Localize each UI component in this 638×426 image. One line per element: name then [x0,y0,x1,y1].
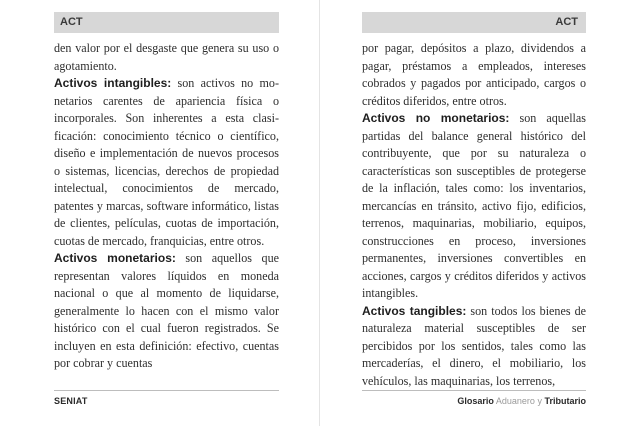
definition-activos-no-monetarios: son aquellas partidas del balance general histórico del contribuyente, que por su naturaleza o características son susceptibles de protegerse de la inflación, tales como: los inventarios, mercancías en tránsito, activo fijo, edificios, terrenos, maquinarias, mobiliario, equipos, construcciones en proceso, inversiones permanentes, inversiones convertibles en acciones, cargos y créditos diferidos y activos intangibles. [362,111,586,300]
definition-activos-intangibles: son activos no monetarios carentes de apariencia física o incorporales. Son inherentes a esta clasificación: conocimiento técnico o científico, diseño e implementación de nuevos procesos o sistemas, licencias, derechos de propiedad intelectual, conocimientos de mercado, patentes y marcas, software informático, listas de clientes, películas, cuotas de importación, cuotas de mercado, franquicias, entre otros. [54,76,279,248]
term-activos-no-monetarios: Activos no monetarios: [362,111,510,125]
left-column [54,40,279,373]
footer-rule-right [362,390,586,391]
left-paragraph-3 [54,250,279,373]
term-activos-monetarios: Activos monetarios: [54,251,176,265]
footer-title-y: y [537,396,542,406]
footer-title-tributario: Tributario [544,396,586,406]
term-activos-intangibles: Activos intangibles: [54,76,172,90]
right-column [362,40,586,390]
footer-publisher: SENIAT [54,396,88,406]
footer-title-glosario: Glosario [457,396,494,406]
right-paragraph-3 [362,303,586,391]
page-divider [319,0,320,426]
right-paragraph-1: por pagar, depósitos a plazo, dividendos a pagar, préstamos a empleados, intereses cobrados y pagados por anticipado, cargos o créditos diferidos, entre otros. [362,41,586,108]
header-tab-right [362,12,586,33]
definition-activos-tangibles: son todos los bienes de naturaleza material susceptibles de ser percibidos por los sentidos, tales como las mercaderías, el dinero, el mobiliario, los vehículos, las maquinarias, los terrenos, [362,303,586,388]
header-right-label: ACT [555,16,578,28]
footer-title-aduanero: Aduanero [495,396,535,406]
footer-title [362,396,586,406]
term-activos-tangibles: Activos tangibles: [362,303,467,318]
right-paragraph-2 [362,110,586,303]
header-left-label: ACT [60,16,83,28]
left-paragraph-1: den valor por el desgaste que genera su uso o agotamiento. [54,41,279,73]
header-tab-left [54,12,279,33]
footer-rule-left [54,390,279,391]
left-paragraph-2 [54,75,279,250]
definition-activos-monetarios: son aquellos que representan valores líquidos en moneda nacional o que al momento de liquidarse, generalmente lo hacen con el mismo valor histórico con el cual fueron registrados. Se incluyen en esta definición: efectivo, cuentas por cobrar y cuentas [54,251,279,370]
